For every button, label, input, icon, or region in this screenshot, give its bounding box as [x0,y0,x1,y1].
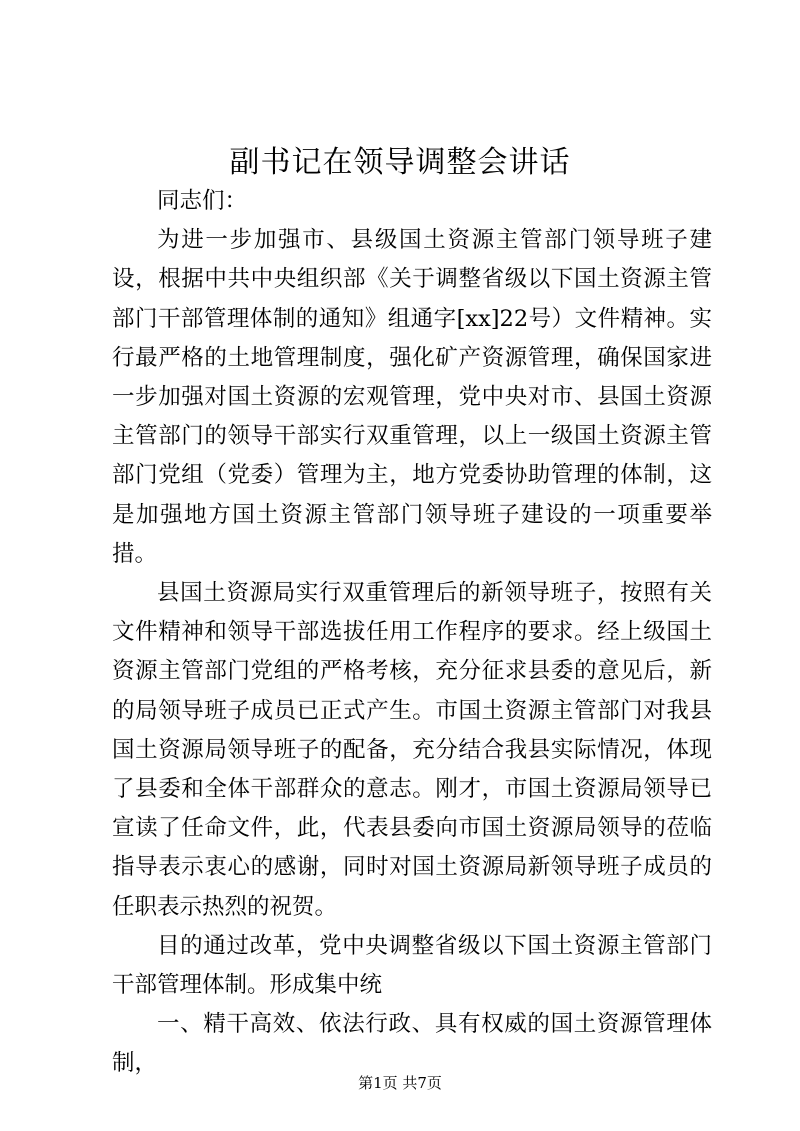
body-paragraph: 为进一步加强市、县级国土资源主管部门领导班子建设，根据中共中央组织部《关于调整省级以下国土资源主管部门干部管理体制的通知》组通字[xx]22号）文件精神。实行最严格的土地管理制度，强化矿产资源管理，确保国家进一步加强对国土资源的宏观管理，党中央对市、县国土资源主管部门的领导干部实行双重管理，以上一级国土资源主管部门党组（党委）管理为主，地方党委协助管理的体制，这是加强地方国土资源主管部门领导班子建设的一项重要举措。 [112,227,712,567]
document-body [112,182,712,1084]
page-number-footer: 第1页 共7页 [358,1074,442,1092]
salutation-paragraph: 同志们： [157,188,248,214]
document-title: 副书记在领导调整会讲话 [229,145,571,180]
body-paragraph: 一、精干高效、依法行政、具有权威的国土资源管理体制， [112,1011,712,1077]
body-paragraph: 县国土资源局实行双重管理后的新领导班子，按照有关文件精神和领导干部选拔任用工作程序的要求。经上级国土资源主管部门党组的严格考核，充分征求县委的意见后，新的局领导班子成员已正式产生。市国土资源主管部门对我县国土资源局领导班子的配备，充分结合我县实际情况，体现了县委和全体干部群众的意志。刚才，市国土资源局领导已宣读了任命文件，此，代表县委向市国土资源局领导的莅临指导表示衷心的感谢，同时对国土资源局新领导班子成员的任职表示热烈的祝贺。 [112,580,712,920]
body-paragraph: 目的通过改革，党中央调整省级以下国土资源主管部门干部管理体制。形成集中统 [112,932,712,999]
